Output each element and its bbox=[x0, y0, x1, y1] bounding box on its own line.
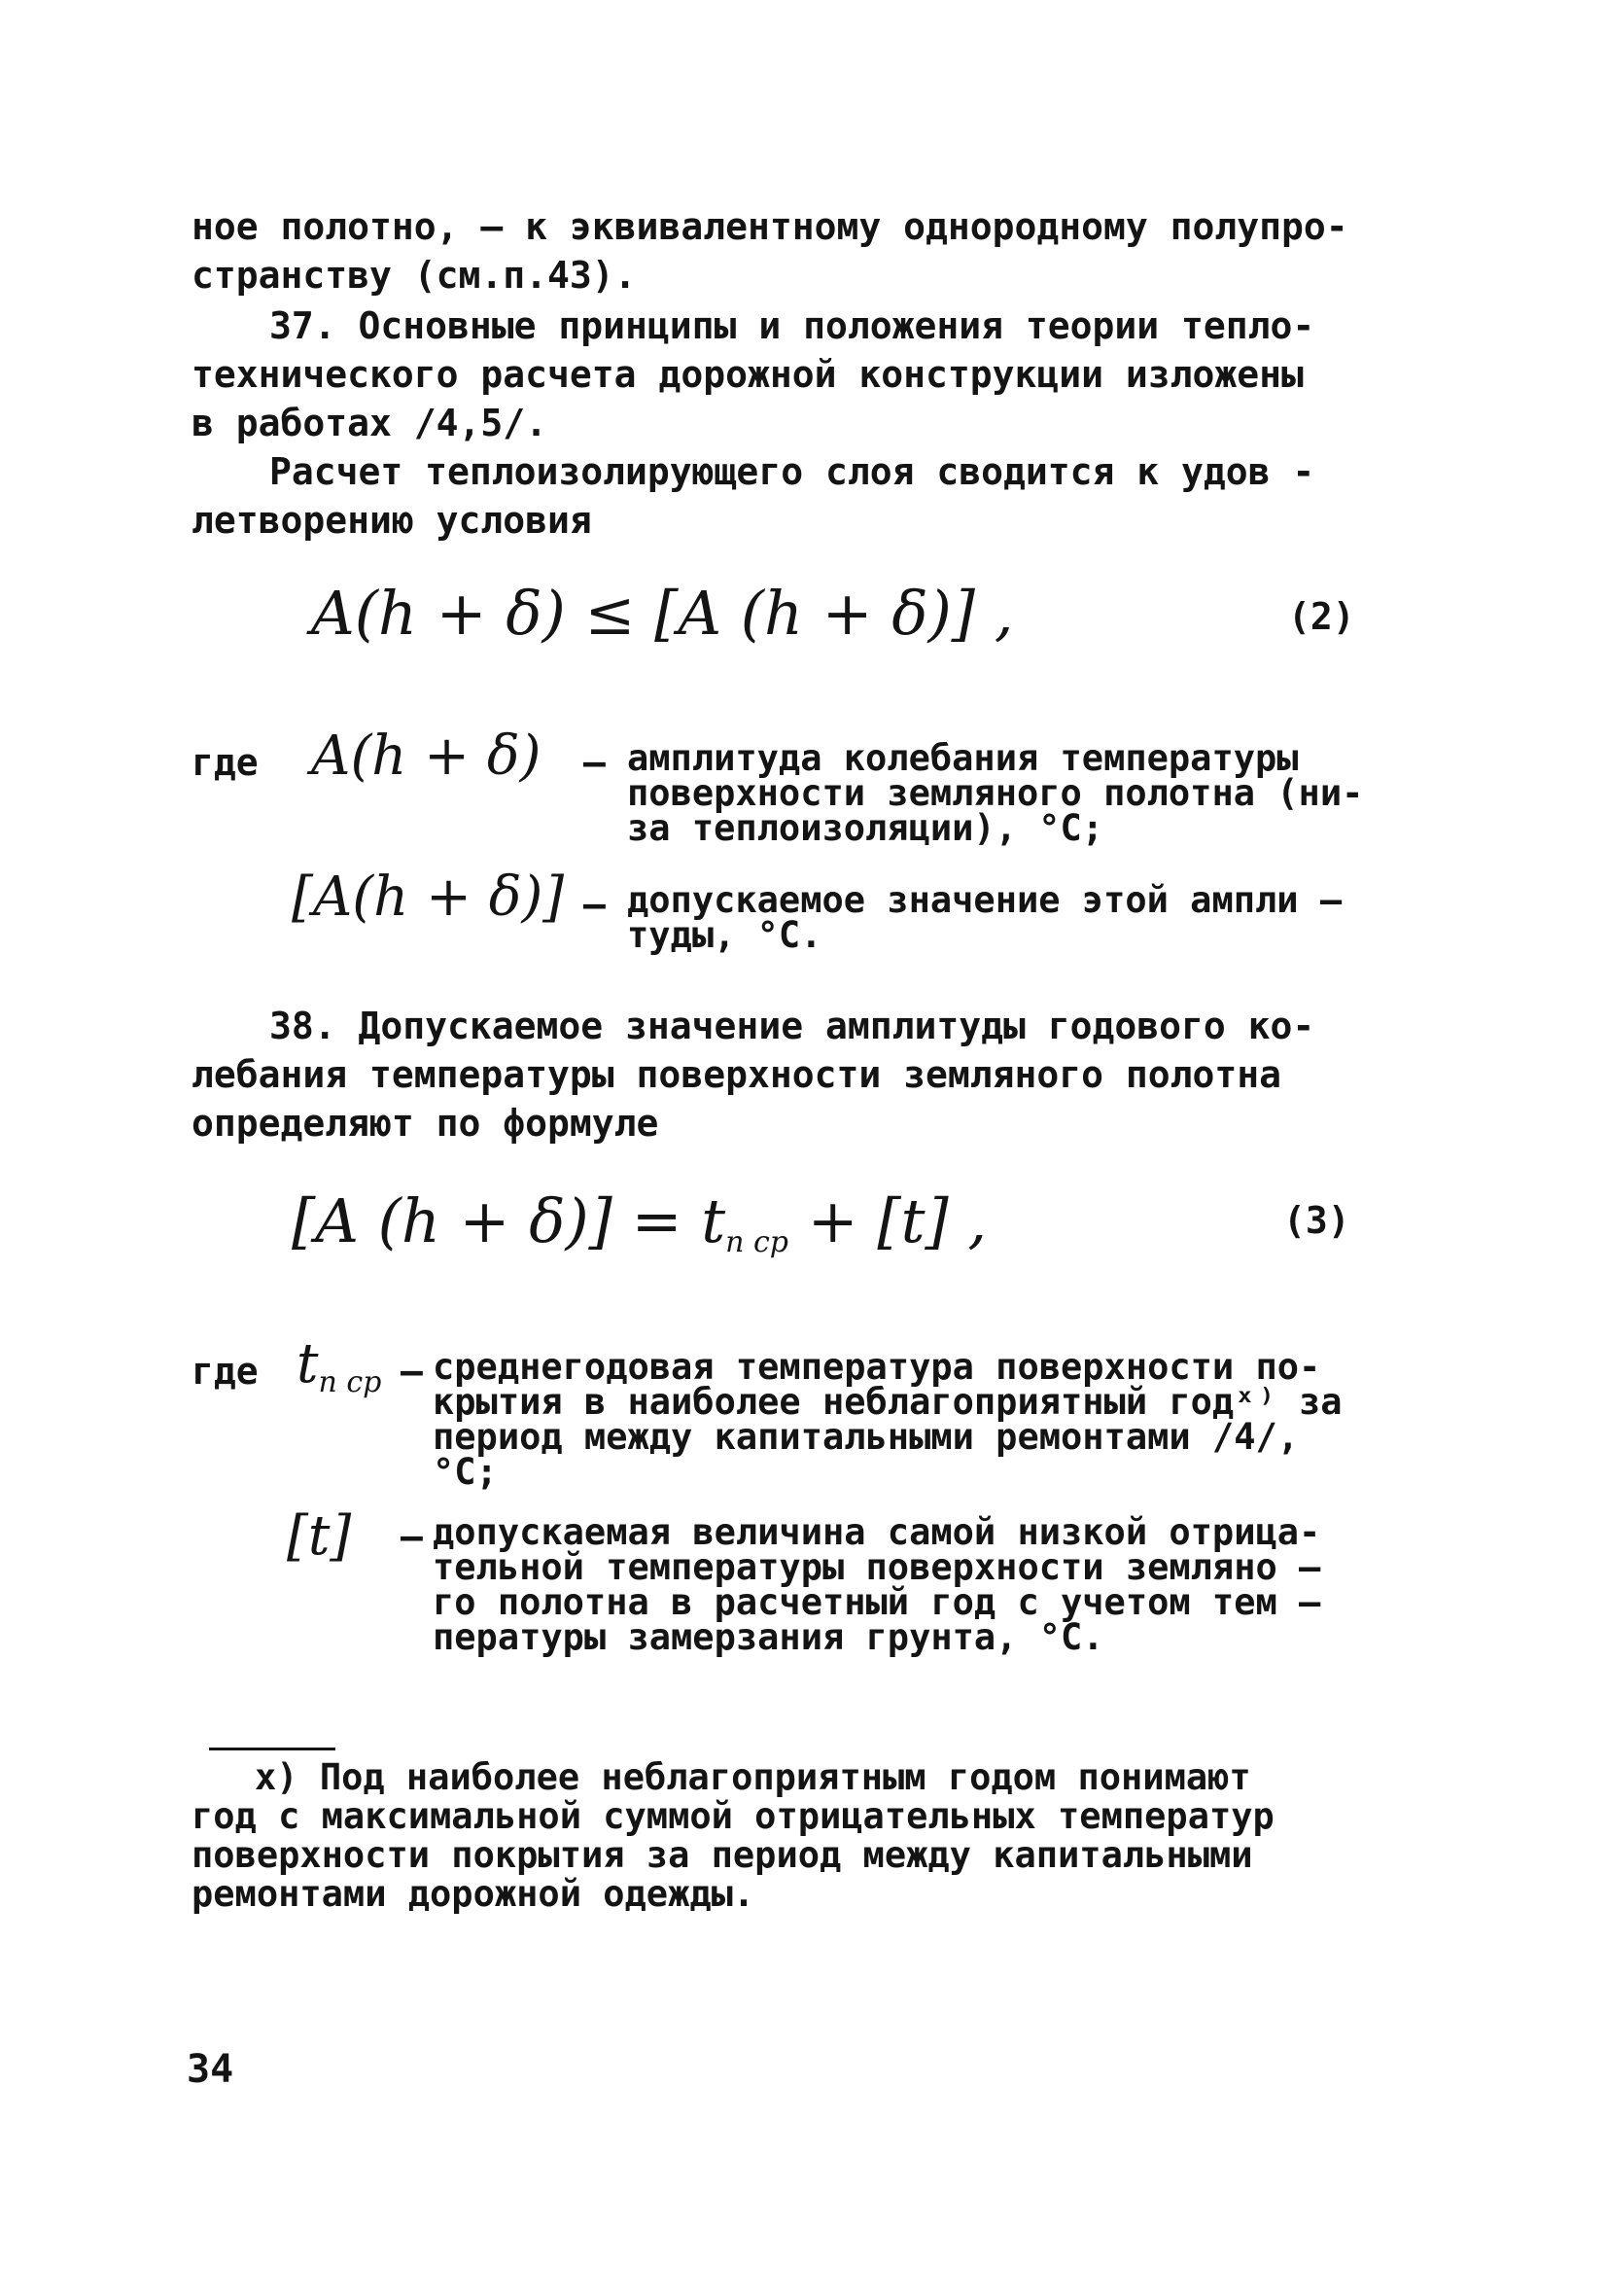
text-line: го полотна в расчетный год с учетом тем – bbox=[433, 1581, 1321, 1623]
paragraph-calc bbox=[192, 447, 1441, 545]
paragraph-37 bbox=[192, 301, 1441, 447]
text-line: странству (см.п.43). bbox=[192, 254, 637, 297]
definition-symbol bbox=[297, 1332, 382, 1399]
text-line: период между капитальными ремонтами /4/, bbox=[433, 1416, 1300, 1458]
where-label: где bbox=[192, 1350, 259, 1393]
definition-text bbox=[433, 1346, 1343, 1493]
text-line: °C; bbox=[433, 1451, 498, 1493]
text-line: 38. Допускаемое значение амплитуды годового ко- bbox=[269, 1005, 1315, 1047]
text-line: x) Под наиболее неблагоприятным годом понимают bbox=[255, 1756, 1251, 1798]
definition-symbol: A(h + δ) bbox=[311, 724, 541, 788]
footnote bbox=[192, 1758, 1436, 1914]
formula-3 bbox=[292, 1185, 988, 1259]
text-line: поверхности покрытия за период между капитальными bbox=[192, 1834, 1253, 1876]
definition-dash: – bbox=[401, 1350, 423, 1393]
definition-text bbox=[627, 737, 1364, 849]
text-line: год с максимальной суммой отрицательных температур bbox=[192, 1795, 1275, 1837]
text-line: пературы замерзания грунта, °C. bbox=[433, 1616, 1104, 1658]
page-number: 34 bbox=[187, 2047, 234, 2092]
text-line: допускаемое значение этой ампли – bbox=[627, 879, 1343, 921]
text-line: определяют по формуле bbox=[192, 1102, 659, 1145]
formula-3-main: [A (h + δ)] = t bbox=[292, 1185, 726, 1256]
text-line: Расчет теплоизолирующего слоя сводится к удов - bbox=[269, 450, 1315, 493]
definition-dash: – bbox=[583, 741, 606, 784]
footnote-rule bbox=[209, 1748, 335, 1750]
text-line: 37. Основные принципы и положения теории тепло- bbox=[269, 304, 1315, 347]
paragraph-38 bbox=[192, 1002, 1441, 1148]
text-line: за теплоизоляции), °C; bbox=[627, 807, 1104, 849]
text-line: ное полотно, – к эквивалентному однородному полупро- bbox=[192, 205, 1348, 248]
text-line: летворению условия bbox=[192, 499, 592, 542]
definition-symbol: [t] bbox=[287, 1504, 352, 1568]
text-line: амплитуда колебания температуры bbox=[627, 737, 1299, 779]
symbol-subscript: n cp bbox=[318, 1365, 382, 1399]
text-line: ремонтами дорожной одежды. bbox=[192, 1873, 755, 1915]
text-line: туды, °C. bbox=[627, 914, 822, 956]
formula-3-subscript: n cp bbox=[725, 1225, 789, 1259]
equation-number-2: (2) bbox=[1288, 595, 1355, 638]
where-label: где bbox=[192, 741, 259, 784]
definition-symbol: [A(h + δ)] bbox=[292, 865, 565, 929]
text-line: технического расчета дорожной конструкции изложены bbox=[192, 353, 1304, 396]
text-line: среднегодовая температура поверхности по- bbox=[433, 1346, 1321, 1388]
definition-dash: – bbox=[401, 1515, 423, 1558]
text-line: поверхности земляного полотна (ни- bbox=[627, 772, 1364, 814]
equation-number-3: (3) bbox=[1283, 1199, 1350, 1242]
definition-text bbox=[433, 1511, 1321, 1658]
symbol-main: t bbox=[297, 1332, 319, 1395]
text-line: крытия в наиболее неблагоприятный годˣ⁾ за bbox=[433, 1381, 1343, 1423]
definition-text bbox=[627, 879, 1343, 956]
definition-dash: – bbox=[583, 883, 606, 926]
formula-2: A(h + δ) ≤ [A (h + δ)] , bbox=[311, 578, 1014, 649]
paragraph-continuation bbox=[192, 202, 1441, 300]
text-line: допускаемая величина самой низкой отрица- bbox=[433, 1511, 1321, 1553]
text-line: в работах /4,5/. bbox=[192, 402, 548, 444]
formula-3-rest: + [t] , bbox=[788, 1185, 988, 1256]
text-line: лебания температуры поверхности земляного полотна bbox=[192, 1053, 1282, 1096]
text-line: тельной температуры поверхности земляно – bbox=[433, 1546, 1321, 1588]
